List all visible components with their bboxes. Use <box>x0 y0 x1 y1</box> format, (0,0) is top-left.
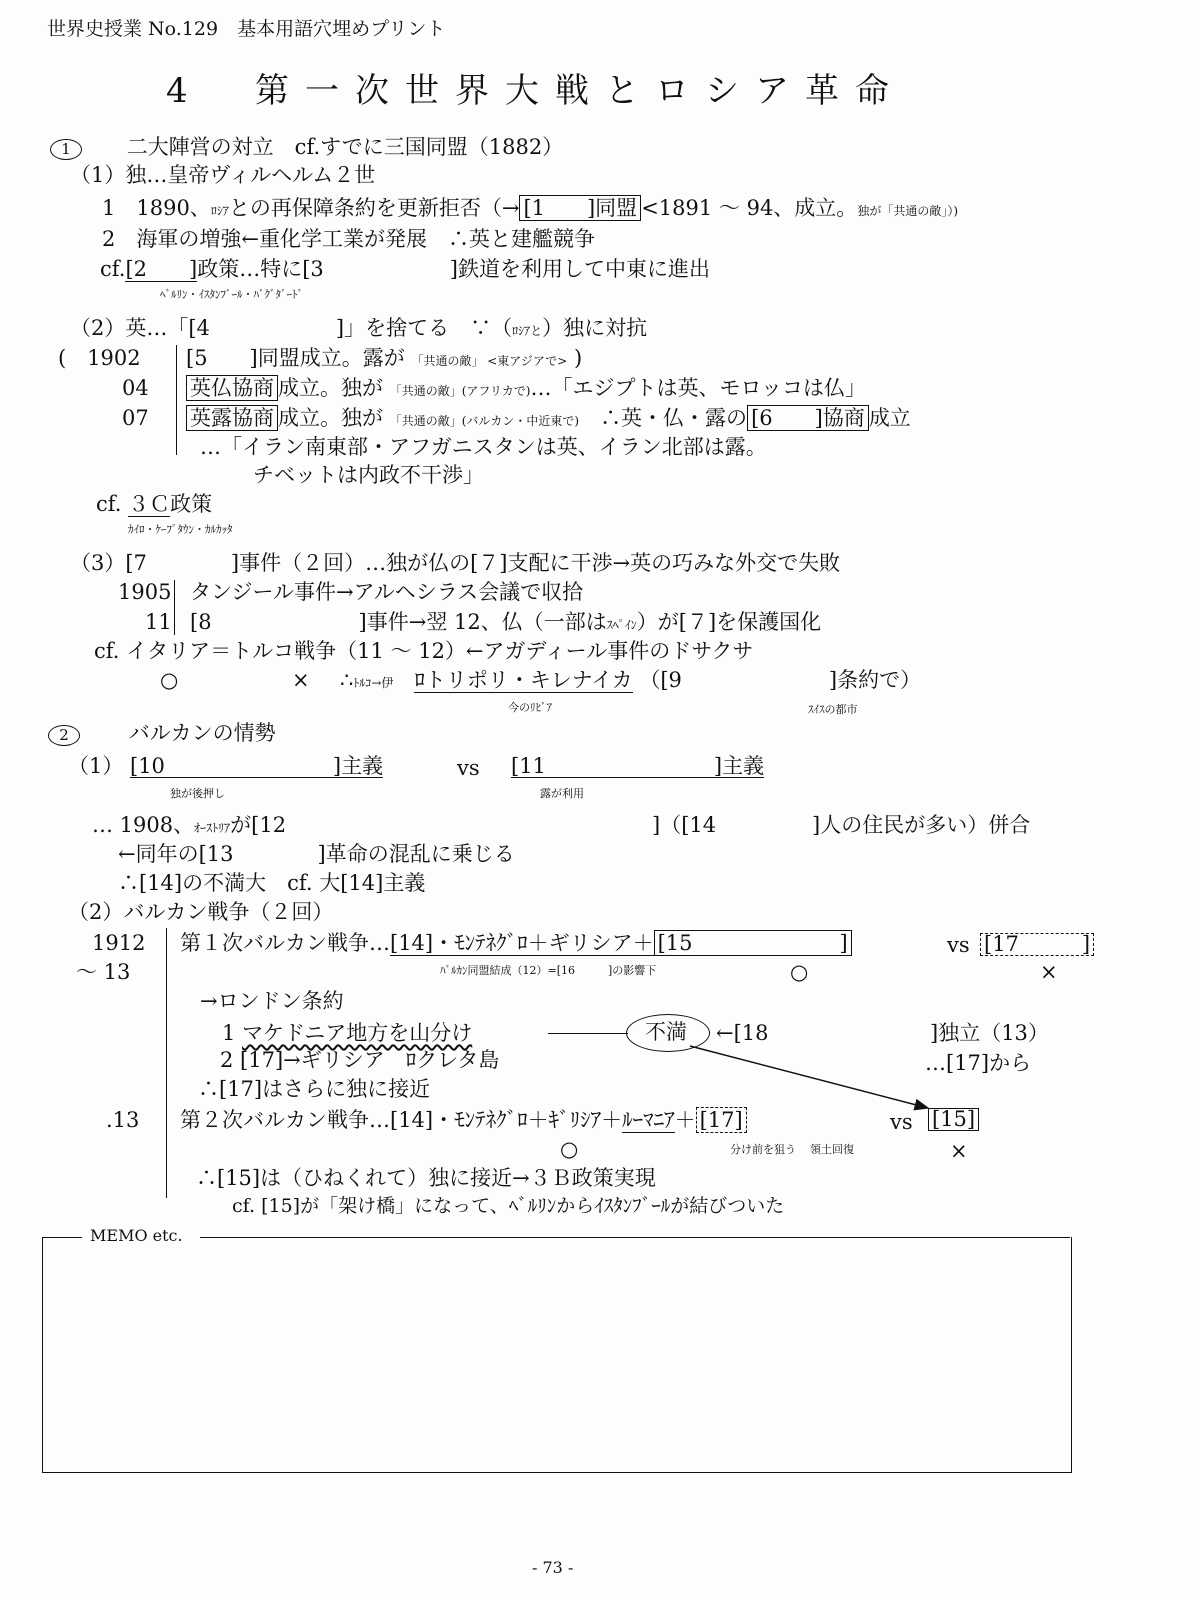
s2-p2-line4: ∴[15]は（ひねくれて）独に接近→３Ｂ政策実現 <box>196 1166 656 1190</box>
war2-15-box: [15] <box>928 1108 979 1131</box>
s2-p2-line3: ∴[17]はさらに独に接近 <box>198 1077 431 1101</box>
chapter-title: 第一次世界大戦とロシア革命 <box>255 71 905 111</box>
s2-p1-line1: … 1908、ｵｰｽﾄﾘｱが[12 <box>92 813 287 837</box>
section-2-heading: 2 バルカンの情勢 <box>48 723 276 746</box>
war2-cross: × <box>950 1139 968 1163</box>
year-1905: 1905 <box>118 580 172 604</box>
london-item-1: 1 マケドニア地方を山分け <box>222 1021 473 1045</box>
s1-p2-cf: cf. ３Ｃ政策 <box>96 492 213 516</box>
war2-17-dbox: [17] <box>696 1107 747 1133</box>
london-item-2: 2 [17]→ギリシア ﾛクレタ島 <box>220 1048 500 1072</box>
s2-p2-row2: 第２次バルカン戦争…[14]・ﾓﾝﾃﾈｸﾞﾛ＋ｷﾞﾘｼｱ＋ﾙｰﾏﾆｱ＋ [17] <box>180 1110 747 1131</box>
blank-10: [10 ]主義 <box>130 754 384 778</box>
spoils-note: 分け前を狙う <box>730 1143 796 1156</box>
s2-p1-line2: ←同年の[13 ]革命の混乱に乗じる <box>118 842 515 866</box>
s2-p1-vs: vs <box>457 756 480 780</box>
balkan-league-note: ﾊﾞﾙｶﾝ同盟結成（12）=[16 ]の影響下 <box>440 964 657 977</box>
s1-p2-label: （2）英…「[4 ]」を捨てる ∵（ﾛｼｱと）独に対抗 <box>70 316 648 340</box>
year-1912: 1912 <box>92 931 146 955</box>
s2-p2-row1: 第１次バルカン戦争…[14]・ﾓﾝﾃﾈｸﾞﾛ＋ギリシア＋ [15 ] <box>180 933 852 954</box>
blank-17-dbox: [17 ] <box>980 933 1094 956</box>
page-number: - 73 - <box>532 1558 574 1577</box>
blank-11: [11 ]主義 <box>511 754 765 778</box>
s1-p2-row1: [5 ]同盟成立。露が 「共通の敵」 <東アジアで> ) <box>186 346 583 370</box>
year-04: 04 <box>122 376 149 400</box>
independence-13: ]独立（13） <box>930 1021 1049 1045</box>
s2-p1-line3: ∴[14]の不満大 cf. 大[14]主義 <box>118 871 426 895</box>
discontent-label: 不満 <box>645 1020 687 1044</box>
chapter-number: 4 <box>166 71 204 111</box>
s2-p2-vs2: vs <box>890 1110 913 1134</box>
london-treaty: →ロンドン条約 <box>200 989 344 1013</box>
s1-p1-line3: cf.[2 ]政策…特に[3 ]鉄道を利用して中東に進出 <box>100 257 710 281</box>
war1-cross: × <box>1040 960 1058 984</box>
memo-label: MEMO etc. <box>90 1226 183 1245</box>
s1-p2-row3: 英露協商 成立。独が 「共通の敵」(バルカン・中近東で) ∴英・仏・露の [6 ]協商 成立 <box>186 408 911 429</box>
s1-p2-cf-note: ｶｲﾛ・ｹｰﾌﾟﾀｳﾝ・ｶﾙｶｯﾀ <box>128 523 233 536</box>
s2-p1-label: （1） <box>68 754 124 778</box>
anglo-russian-box: 英露協商 <box>186 405 278 431</box>
s2-p1-line1-b: ]（[14 <box>652 813 717 837</box>
year-13b: .13 <box>106 1108 140 1132</box>
s1-p1-railway-note: ﾍﾞﾙﾘﾝ・ｲｽﾀﾝﾌﾞｰﾙ・ﾊﾞｸﾞﾀﾞｰﾄﾞ <box>160 288 303 301</box>
s1-p3-cf: cf. イタリア＝トルコ戦争（11 ～ 12）←アガディール事件のドサクサ <box>94 639 754 663</box>
section-2-number: 2 <box>48 725 80 746</box>
war1-circle: ○ <box>790 960 809 984</box>
entente-cordiale-box: 英仏協商 <box>186 375 278 401</box>
s1-p1-label: （1）独…皇帝ヴィルヘルム２世 <box>70 163 376 187</box>
blank-15-box: [15 ] <box>654 930 852 956</box>
italy-circle: ○ <box>160 668 179 692</box>
s1-p1-line1: 1 1890、ﾛｼｱとの再保障条約を更新拒否（→ [1 ]同盟 <1891 ～ 94、成立。独が「共通の敵」）) <box>102 196 958 220</box>
s2-p2-vs1: vs <box>947 933 970 957</box>
s2-p2-line5: cf. [15]が「架け橋」になって、ﾍﾞﾙﾘﾝからｲｽﾀﾝﾌﾞｰﾙが結びついた <box>232 1195 785 1217</box>
s1-p2-row2: 英仏協商 成立。独が 「共通の敵」(アフリカで)…「エジプトは英、モロッコは仏」 <box>186 378 866 399</box>
section-1-heading: 1 二大陣営の対立 cf.すでに三国同盟（1882） <box>50 137 563 160</box>
blank-18: ←[18 <box>716 1021 769 1045</box>
libya-note: 今のﾘﾋﾞｱ <box>508 701 552 714</box>
page-header: 世界史授業 No.129 基本用語穴埋めプリント <box>47 18 446 40</box>
s2-p1-line1-c: ]人の住民が多い）併合 <box>812 813 1031 837</box>
blank-6-box: [6 ]協商 <box>747 405 869 431</box>
section-1-number: 1 <box>50 139 82 160</box>
territory-note: 領土回復 <box>810 1143 854 1156</box>
s1-p3-label: （3）[7 ]事件（２回）…独が仏の[７]支配に干渉→英の巧みな外交で失敗 <box>70 551 841 575</box>
year-11: 11 <box>145 610 172 634</box>
s1-p3-row2: [8 ]事件→翌 12、仏（一部はｽﾍﾟｲﾝ）が[７]を保護国化 <box>190 610 822 634</box>
memo-box <box>42 1237 1072 1473</box>
s2-p2-label: （2）バルカン戦争（２回） <box>68 900 334 924</box>
macedonia-partition: マケドニア地方を山分け <box>242 1021 473 1045</box>
year-13a: ～ 13 <box>76 960 131 984</box>
year-07: 07 <box>122 406 149 430</box>
war2-circle: ○ <box>560 1137 579 1161</box>
turkey-cross: × <box>292 668 310 692</box>
s1-p2-row4: …「イラン南東部・アフガニスタンは英、イラン北部は露。 <box>200 435 767 459</box>
s1-p3-row1: タンジール事件→アルヘシラス会議で収拾 <box>190 580 584 604</box>
from-17: …[17]から <box>925 1051 1032 1075</box>
blank-11-note: 露が利用 <box>540 787 584 800</box>
blank-10-note: 独が後押し <box>170 787 225 800</box>
year-1902: ( 1902 <box>58 346 141 370</box>
blank-1-box: [1 ]同盟 <box>519 195 641 221</box>
s1-p3-tripoli: ∴ﾄﾙｺ→伊 ﾛトリポリ・キレナイカ （[9 ]条約で） <box>340 668 922 692</box>
swiss-city-note: ｽｲｽの都市 <box>808 703 858 716</box>
s1-p1-line2: 2 海軍の増強←重化学工業が発展 ∴英と建艦競争 <box>102 227 595 251</box>
s1-p2-row5: チベットは内政不干渉」 <box>253 463 484 487</box>
